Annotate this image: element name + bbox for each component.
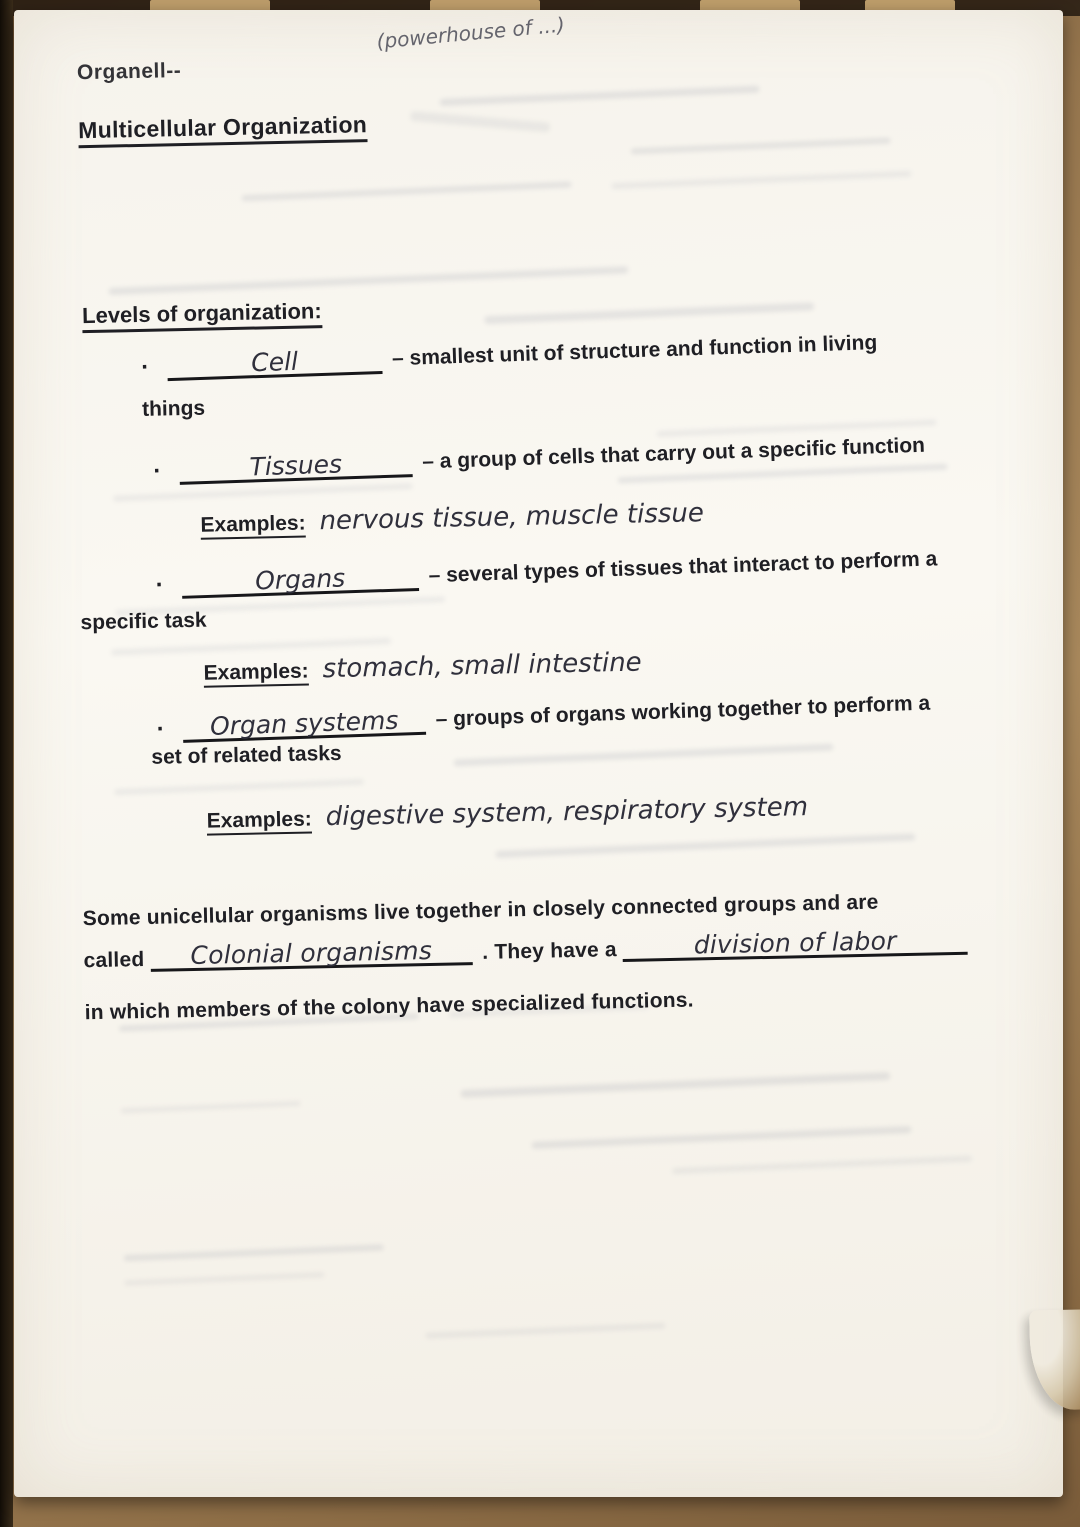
definition-continuation: set of related tasks <box>151 741 342 769</box>
handwritten-answer: Colonial organisms <box>190 935 433 971</box>
section-heading: Levels of organization: <box>82 298 322 333</box>
bleedthrough-mark <box>460 1072 890 1098</box>
handwritten-examples: nervous tissue, muscle tissue <box>319 498 705 537</box>
title-line <box>78 111 367 144</box>
handwritten-answer: Tissues <box>249 449 343 482</box>
handwritten-examples: digestive system, respiratory system <box>325 792 809 833</box>
mid-text: . They have a <box>482 938 617 964</box>
fill-in-blank <box>167 344 383 381</box>
bleedthrough-mark <box>109 266 629 295</box>
examples-label: Examples: <box>200 512 306 540</box>
definition-line-organs <box>155 544 937 600</box>
photo-left-edge <box>0 0 13 1527</box>
closing-paragraph-line1: Some unicellular organisms live together in closely connected groups and are <box>82 890 879 931</box>
examples-line-tissues <box>200 498 704 539</box>
bullet-dot: · <box>155 571 165 599</box>
bleedthrough-mark <box>121 1101 301 1114</box>
definition-text: – groups of organs working together to perform a <box>435 691 931 731</box>
definition-line-organ-systems <box>156 688 930 744</box>
bleedthrough-mark <box>124 1244 384 1261</box>
section-line <box>82 298 322 329</box>
page-title: Multicellular Organization <box>78 111 368 148</box>
bleedthrough-mark <box>410 111 550 133</box>
handwritten-answer: Cell <box>250 346 299 378</box>
bullet-dot: · <box>152 457 162 485</box>
examples-line-organ-systems <box>206 792 808 835</box>
handwritten-examples: stomach, small intestine <box>322 647 642 685</box>
bleedthrough-mark <box>124 1272 324 1285</box>
bleedthrough-mark <box>672 1156 972 1175</box>
definition-text: – a group of cells that carry out a specific function <box>421 433 926 474</box>
bleedthrough-mark <box>631 137 891 154</box>
definition-text: – smallest unit of structure and function in living <box>391 331 878 371</box>
bleedthrough-mark <box>440 86 760 106</box>
fill-in-blank <box>179 447 413 485</box>
called-label: called <box>83 948 145 973</box>
definition-text: – several types of tissues that interact to perform a <box>428 547 938 588</box>
worksheet-content <box>8 0 1080 1503</box>
cut-off-heading: Organell-- <box>76 59 182 85</box>
handwritten-top-note: (powerhouse of ...) <box>375 12 566 54</box>
bleedthrough-mark <box>484 302 814 324</box>
handwritten-answer: Organs <box>254 563 346 596</box>
fill-in-blank <box>622 925 968 962</box>
definition-continuation: specific task <box>80 608 207 635</box>
bleedthrough-mark <box>531 1126 911 1149</box>
handwritten-answer: division of labor <box>693 926 897 960</box>
examples-label: Examples: <box>203 660 309 688</box>
bullet-dot: · <box>140 353 150 381</box>
definition-line-cell <box>141 328 878 382</box>
examples-line-organs <box>203 648 642 687</box>
bleedthrough-mark <box>495 833 915 858</box>
page-curl <box>1029 1309 1080 1410</box>
fill-in-blank <box>150 935 473 972</box>
definition-continuation: things <box>141 396 206 421</box>
fill-in-blank <box>181 561 419 599</box>
bleedthrough-mark <box>113 483 413 502</box>
closing-paragraph-line2 <box>83 925 978 974</box>
closing-paragraph-line3: in which members of the colony have specialized functions. <box>84 988 694 1025</box>
fill-in-blank <box>182 705 426 743</box>
handwritten-answer: Organ systems <box>209 705 399 741</box>
bleedthrough-mark <box>242 181 572 201</box>
bleedthrough-mark <box>114 779 364 795</box>
bleedthrough-mark <box>425 1323 665 1339</box>
examples-label: Examples: <box>206 807 312 835</box>
bullet-dot: · <box>156 715 166 743</box>
worksheet-paper <box>14 10 1063 1497</box>
definition-line-tissues <box>153 430 926 486</box>
bleedthrough-mark <box>611 171 911 190</box>
bleedthrough-mark <box>453 744 833 767</box>
